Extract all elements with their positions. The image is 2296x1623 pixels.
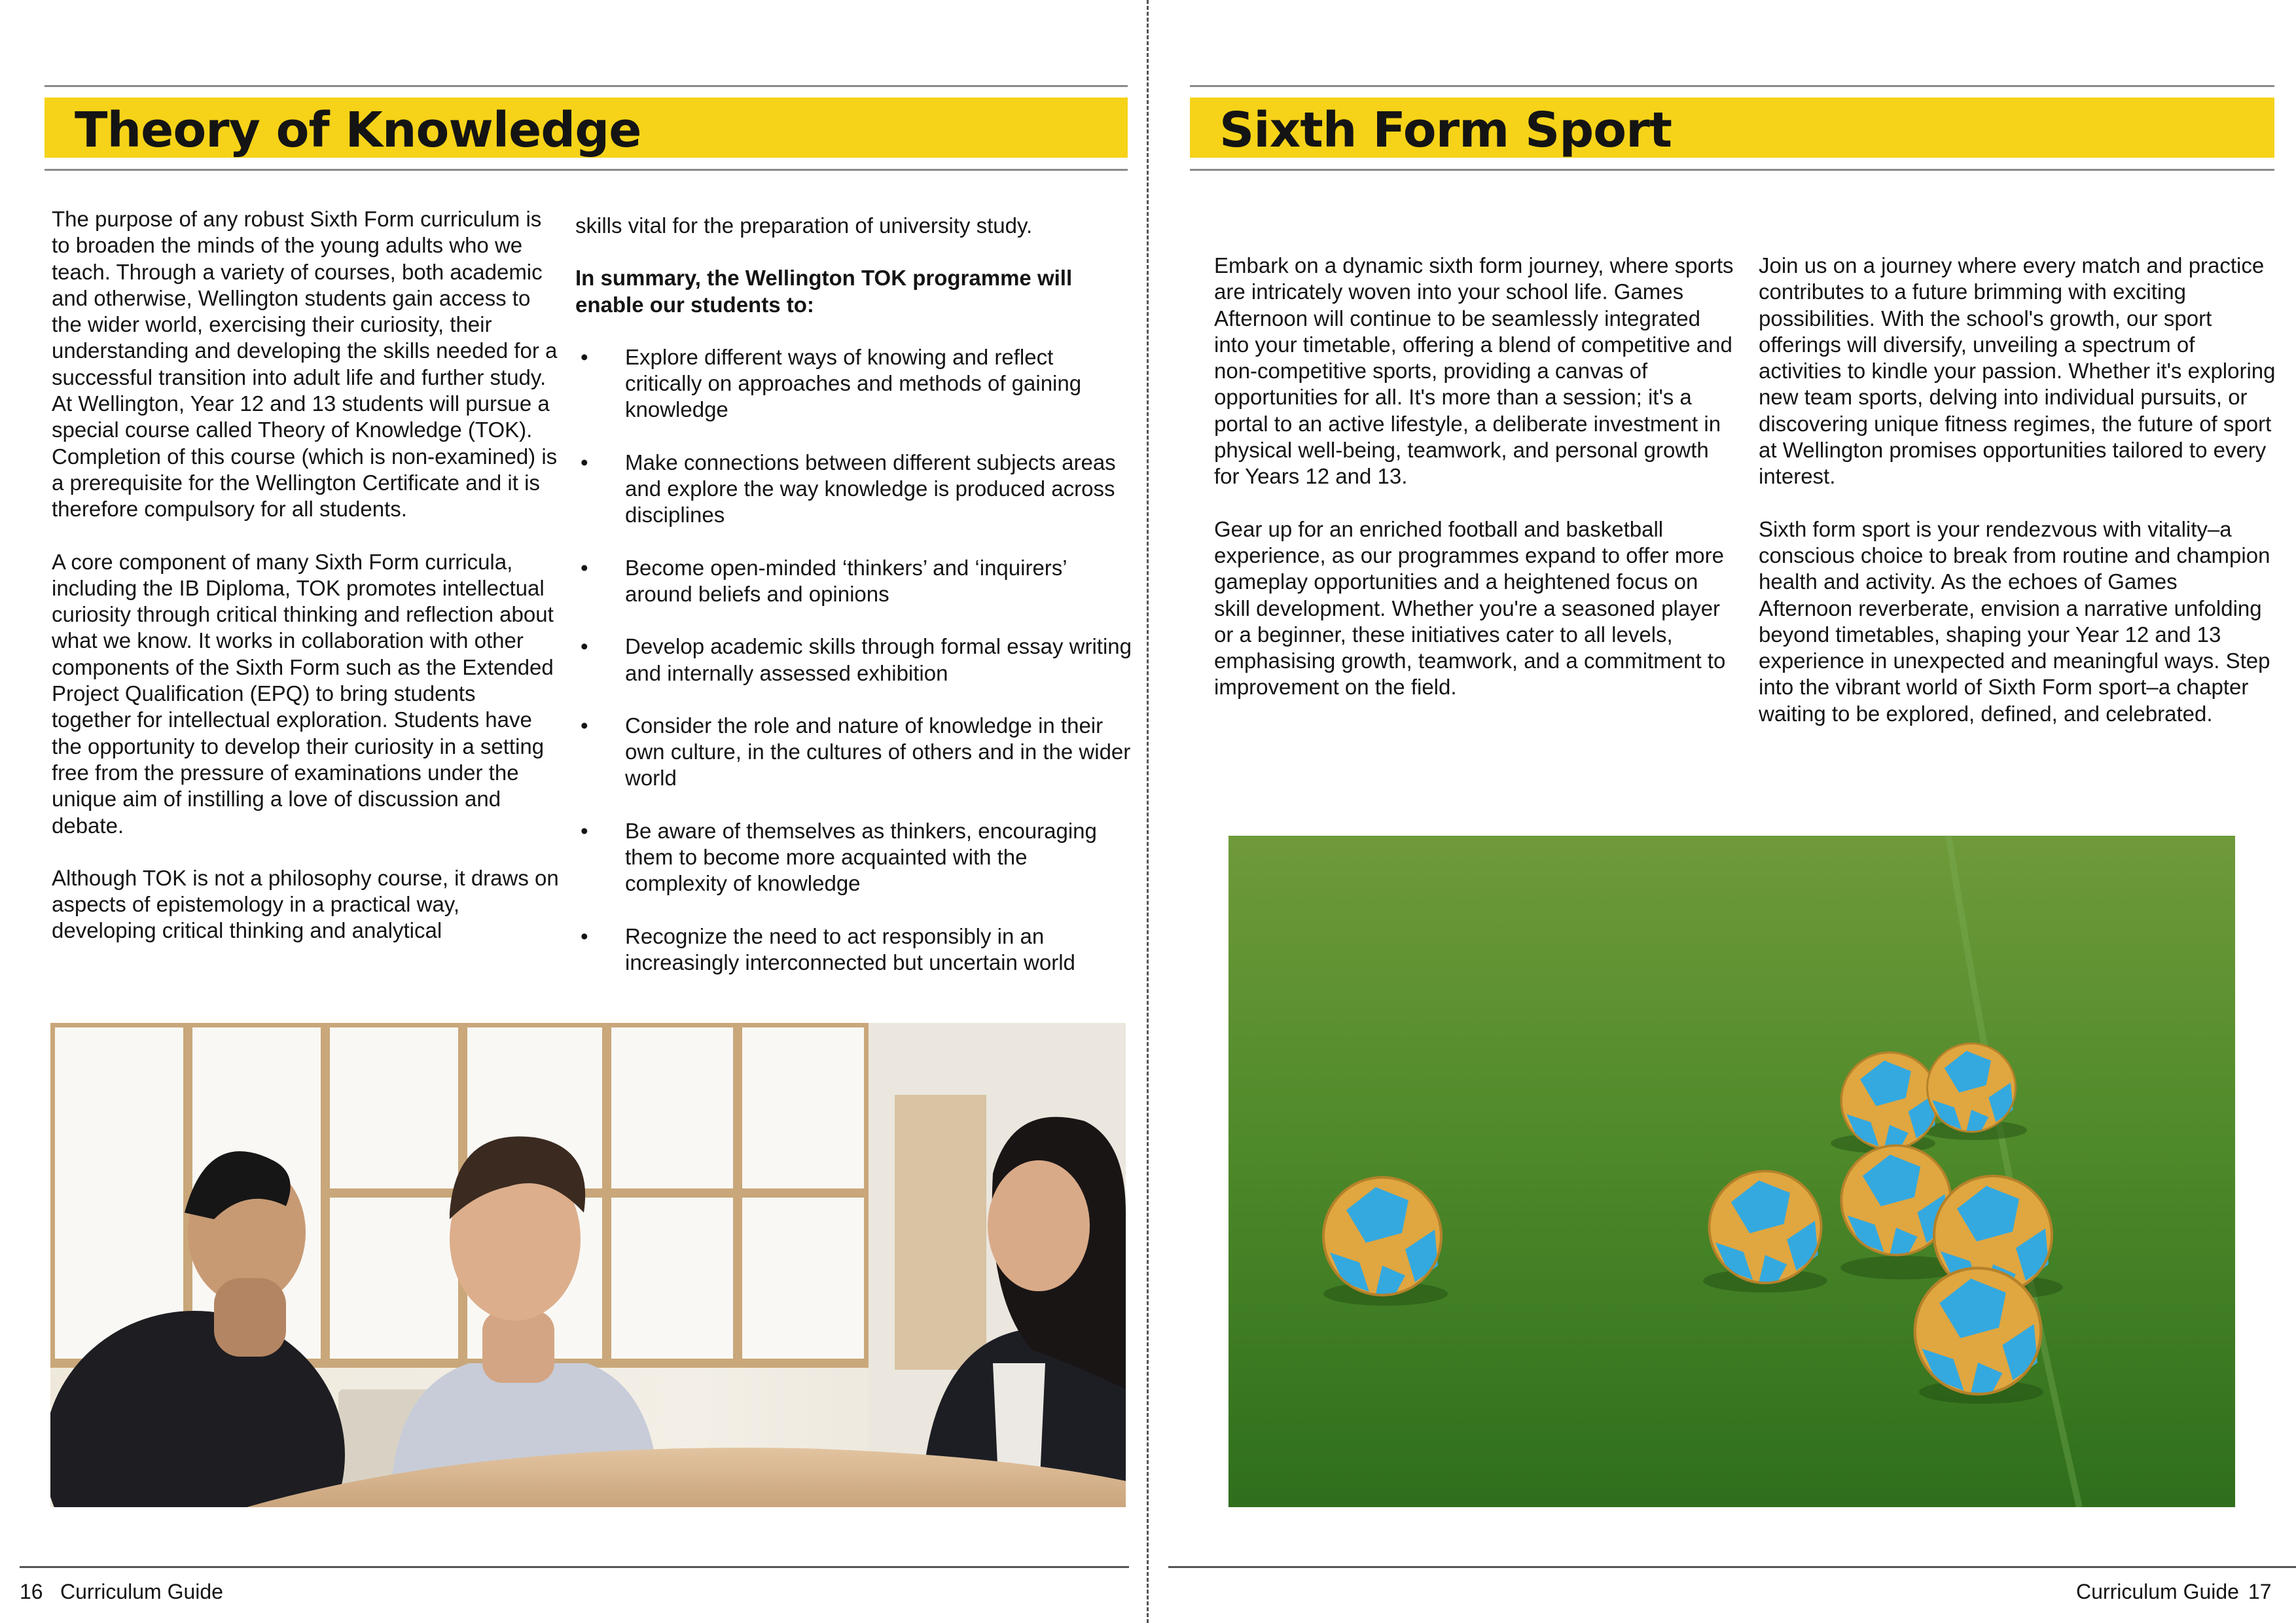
- list-item: • Make connections between different subjects areas and explore the way knowledge is produced across disciplines: [581, 450, 1116, 527]
- sport-paragraph: Join us on a journey where every match and practice contributes to a future brimming with exciting possibilities. With the school's growth, our sport offerings will diversify, unveiling a spectrum of activities to kindle your passion. Whether it's exploring new team sports, delving into individual pursuits, or discovering unique fitness regimes, the future of sport at Wellington promises opportunities tailored to every interest.: [1759, 253, 2276, 489]
- list-item: • Explore different ways of knowing and reflect critically on approaches and methods of gaining knowledge: [581, 344, 1082, 422]
- right-footer-label: Curriculum Guide: [2076, 1580, 2239, 1603]
- left-footer-page-number: 16: [20, 1580, 43, 1603]
- students-photo: [50, 1023, 1126, 1507]
- bullet-icon: •: [581, 344, 588, 369]
- bullet-icon: •: [581, 634, 588, 659]
- left-footer-label: Curriculum Guide: [60, 1580, 223, 1603]
- tok-paragraph: The purpose of any robust Sixth Form curriculum is to broaden the minds of the young adults who we teach. Through a variety of courses, both academic and otherwise, Wellington students gain access to the wider world, exercising their curiosity, their understanding and developing the skills needed for a successful transition into adult life and further study. At Wellington, Year 12 and 13 students will pursue a special course called Theory of Knowledge (TOK). Completion of this course (which is non-examined) is a prerequisite for the Wellington Certificate and it is therefore compulsory for all students.: [52, 207, 558, 522]
- sport-paragraph: Gear up for an enriched football and basketball experience, as our programmes expand to offer more gameplay opportunities and a heightened focus on skill development. Whether you're a seasoned player or a beginner, these initiatives cater to all levels, emphasising growth, teamwork, and a commitment to improvement on the field.: [1214, 516, 1726, 700]
- list-item: • Be aware of themselves as thinkers, encouraging them to become more acquainted with the complexity of knowledge: [581, 818, 1097, 896]
- footballs-photo: [1229, 836, 2235, 1507]
- sport-column-1: [1214, 253, 1738, 701]
- right-footer-page-number: 17: [2248, 1580, 2272, 1603]
- right-header-rule-bottom: [1190, 169, 2274, 171]
- tok-paragraph: Although TOK is not a philosophy course, it draws on aspects of epistemology in a practical way, developing critical thinking and analytical: [52, 865, 559, 943]
- page-fold-divider: [1147, 0, 1149, 1623]
- tok-column-1: [52, 206, 559, 944]
- bullet-icon: •: [581, 555, 588, 580]
- tok-summary-heading: In summary, the Wellington TOK programme will enable our students to:: [575, 266, 1073, 317]
- bullet-icon: •: [581, 450, 588, 474]
- tok-bullet-list: [575, 344, 1132, 976]
- list-item: • Consider the role and nature of knowledge in their own culture, in the cultures of others and in the wider world: [581, 713, 1131, 791]
- list-item: • Recognize the need to act responsibly in an increasingly interconnected but uncertain world: [581, 923, 1075, 974]
- list-item: • Develop academic skills through formal essay writing and internally assessed exhibition: [581, 634, 1132, 685]
- bullet-icon: •: [581, 923, 588, 948]
- right-header-rule-top: [1190, 85, 2274, 87]
- left-header-rule-bottom: [45, 169, 1128, 171]
- bullet-icon: •: [581, 713, 588, 738]
- right-page-title: Sixth Form Sport: [1219, 102, 1672, 158]
- tok-paragraph: A core component of many Sixth Form curricula, including the IB Diploma, TOK promotes intellectual curiosity through critical thinking and reflection about what we know. It works in collaboration with other components of the Sixth Form such as the Extended Project Qualification (EPQ) to bring students together for intellectual exploration. Students have the opportunity to develop their curiosity in a setting free from the pressure of examinations under the unique aim of instilling a love of discussion and debate.: [52, 549, 554, 838]
- sport-paragraph: Embark on a dynamic sixth form journey, where sports are intricately woven into your school life. Games Afternoon will continue to be seamlessly integrated into your timetable, offering a blend of competitive and non-competitive sports, providing a canvas of opportunities for all. It's more than a session; it's a portal to an active lifestyle, a deliberate investment in physical well-being, teamwork, and personal growth for Years 12 and 13.: [1214, 253, 1734, 489]
- right-footer-rule: [1168, 1566, 2296, 1568]
- left-header-rule-top: [45, 85, 1128, 87]
- list-item: • Become open-minded ‘thinkers’ and ‘inquirers’ around beliefs and opinions: [581, 555, 1067, 606]
- bullet-icon: •: [581, 818, 588, 843]
- left-footer-rule: [20, 1566, 1129, 1568]
- tok-intro-continuation: skills vital for the preparation of university study.: [575, 213, 1033, 238]
- tok-column-2: [575, 213, 1132, 976]
- sport-paragraph: Sixth form sport is your rendezvous with vitality–a conscious choice to break from routine and champion health and activity. As the echoes of Games Afternoon reverberate, envision a narrative unfolding beyond timetables, shaping your Year 12 and 13 experience in unexpected and meaningful ways. Step into the vibrant world of Sixth Form sport–a chapter waiting to be explored, defined, and celebrated.: [1759, 516, 2270, 726]
- left-page-title: Theory of Knowledge: [75, 102, 641, 158]
- sport-column-2: [1759, 253, 2276, 727]
